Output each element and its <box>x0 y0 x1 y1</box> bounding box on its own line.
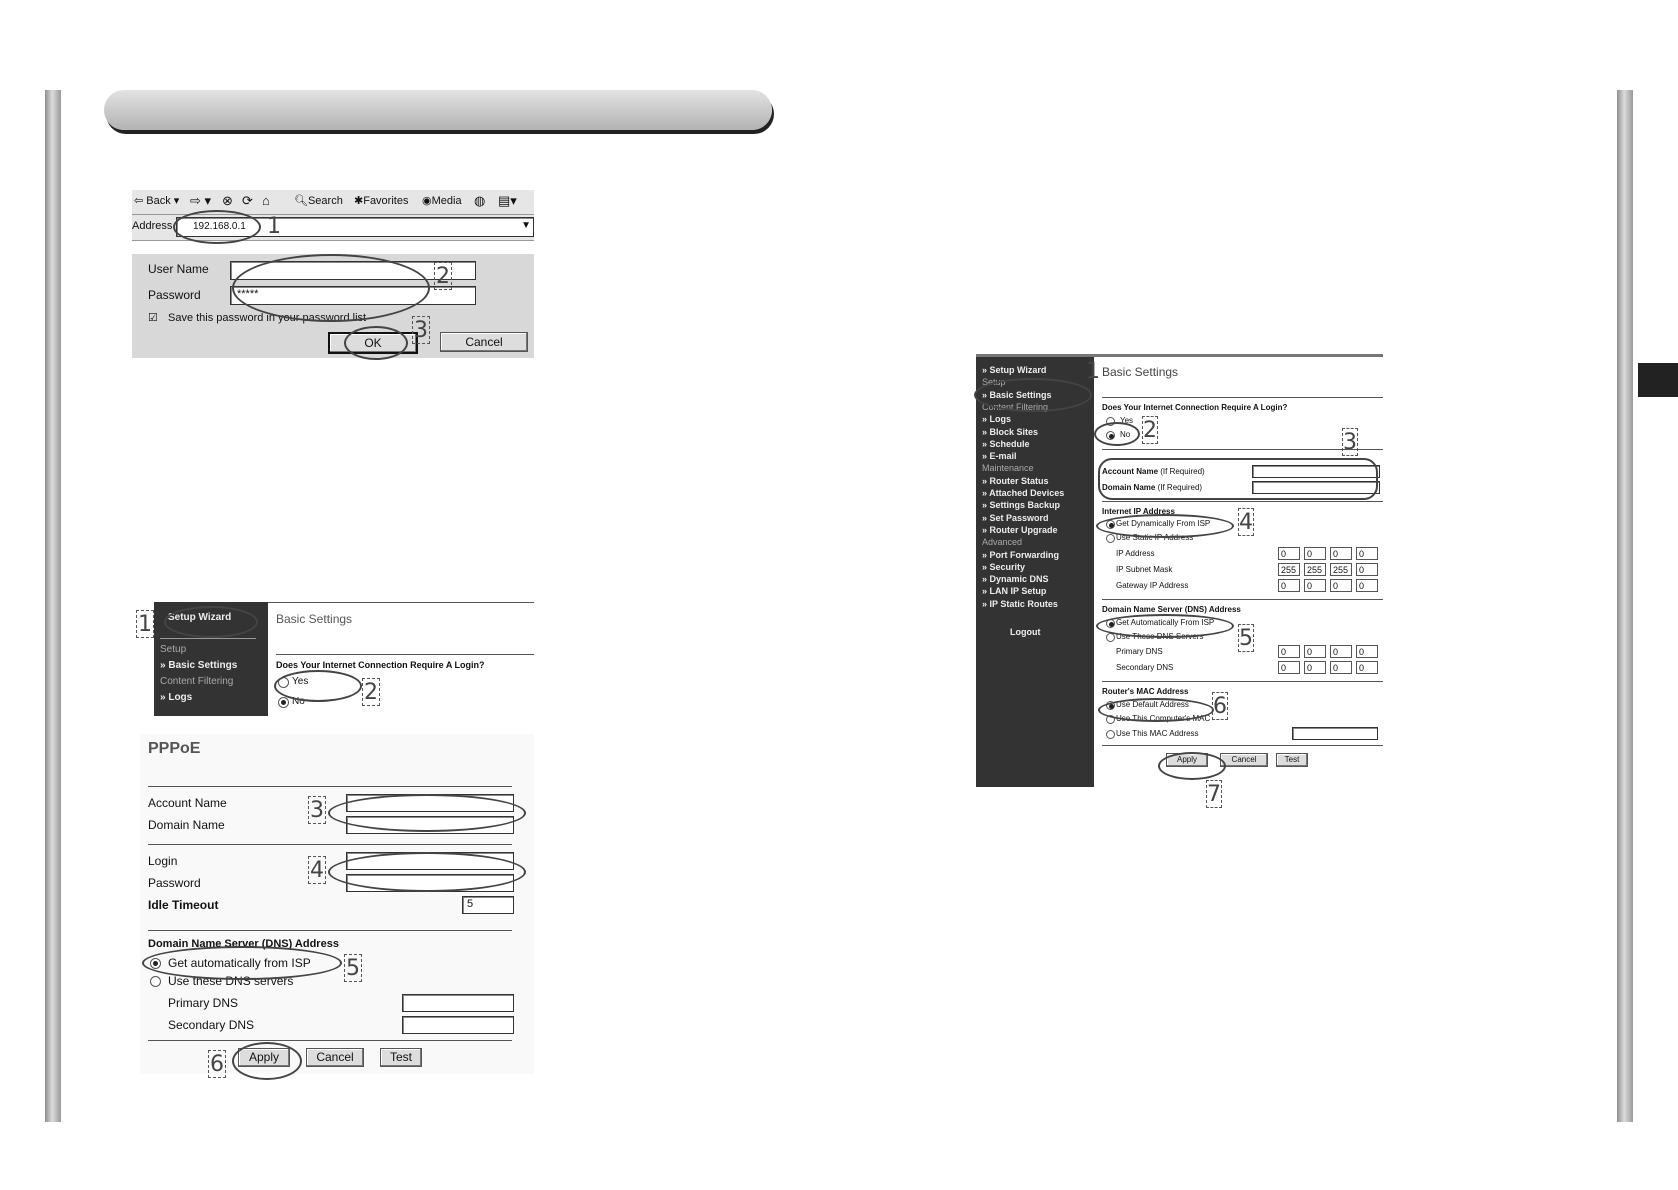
step-marker: 3 <box>1343 430 1357 455</box>
pppoe-cancel-button[interactable]: Cancel <box>306 1048 364 1067</box>
callout-circle-login <box>328 852 526 892</box>
ip-octet-field[interactable]: 0 <box>1330 661 1352 674</box>
mini-content-filtering: Content Filtering <box>160 676 234 687</box>
mini-sidebar-divider <box>160 638 256 639</box>
password-label: Password <box>148 288 201 302</box>
pppoe-primary-dns-field[interactable] <box>402 994 514 1012</box>
ip-octet-field[interactable]: 255 <box>1330 563 1352 576</box>
router-logout-link[interactable]: Logout <box>1010 627 1041 637</box>
router-menu-item[interactable]: » Router Upgrade <box>982 524 1058 535</box>
router-menu-item[interactable]: » Router Status <box>982 475 1049 486</box>
step-marker: 4 <box>1239 510 1253 535</box>
ip-octet-field[interactable]: 0 <box>1356 579 1378 592</box>
user-name-label: User Name <box>148 262 209 276</box>
router-use-default-label: Use Default Address <box>1116 700 1189 709</box>
callout-circle-router-apply <box>1158 752 1226 780</box>
router-use-static-radio[interactable] <box>1106 534 1115 543</box>
ip-octet-field[interactable]: 0 <box>1356 661 1378 674</box>
ip-octet-field[interactable]: 0 <box>1304 547 1326 560</box>
router-yes-label: Yes <box>1120 416 1134 425</box>
pppoe-divider <box>148 930 512 931</box>
ok-button[interactable]: OK <box>328 332 418 354</box>
step-marker: 1 <box>267 214 281 239</box>
pppoe-test-button[interactable]: Test <box>380 1048 422 1067</box>
callout-circle-no <box>1094 422 1140 446</box>
mini-logs[interactable]: » Logs <box>160 692 193 703</box>
step-marker: 3 <box>310 798 324 823</box>
router-menu-section: Setup <box>982 377 1006 388</box>
mini-setup-section: Setup <box>160 644 187 655</box>
pppoe-secondary-dns-field[interactable] <box>402 1016 514 1034</box>
router-ip-address-label: IP Address <box>1116 549 1155 558</box>
pppoe-primary-dns-label: Primary DNS <box>168 996 239 1010</box>
router-page-title: Basic Settings <box>1102 365 1179 379</box>
router-menu-item[interactable]: » Dynamic DNS <box>982 574 1049 585</box>
chapter-tab <box>1638 363 1678 397</box>
ip-octet-field[interactable]: 0 <box>1304 579 1326 592</box>
address-dropdown-icon[interactable]: ▼ <box>521 220 531 231</box>
router-menu-item[interactable]: » Security <box>982 561 1026 572</box>
router-menu-item[interactable]: » Settings Backup <box>982 500 1061 511</box>
pppoe-get-auto-label: Get automatically from ISP <box>168 956 311 970</box>
step-marker: 2 <box>1143 418 1157 443</box>
router-sidebar <box>976 357 1094 787</box>
ip-octet-field[interactable]: 0 <box>1330 645 1352 658</box>
router-use-dns-radio[interactable] <box>1106 633 1115 642</box>
router-screenshot <box>976 354 1383 787</box>
router-divider <box>1102 501 1383 502</box>
home-icon[interactable]: ⌂ <box>262 193 270 208</box>
mini-basic-settings[interactable]: » Basic Settings <box>160 660 238 671</box>
router-divider <box>1102 397 1383 398</box>
left-margin-bar <box>45 90 61 1122</box>
step-marker: 2 <box>364 680 378 705</box>
pppoe-use-dns-radio[interactable] <box>150 976 161 987</box>
router-mac-heading: Router's MAC Address <box>1102 687 1189 696</box>
router-get-dynamic-label: Get Dynamically From ISP <box>1116 519 1211 528</box>
media-button[interactable]: ◉Media <box>422 195 462 207</box>
router-menu-item[interactable]: » Schedule <box>982 438 1030 449</box>
router-primary-dns-label: Primary DNS <box>1116 647 1163 656</box>
router-menu-item[interactable]: » LAN IP Setup <box>982 586 1047 597</box>
router-use-computer-label: Use This Computer's MAC <box>1116 714 1211 723</box>
router-get-auto-label: Get Automatically From ISP <box>1116 618 1215 627</box>
ip-octet-field[interactable]: 0 <box>1278 579 1300 592</box>
mini-page-title: Basic Settings <box>276 612 353 626</box>
ip-octet-field[interactable]: 0 <box>1278 661 1300 674</box>
callout-circle-use-default <box>1098 698 1214 722</box>
router-test-button[interactable]: Test <box>1276 753 1308 767</box>
pppoe-screenshot <box>140 734 534 1074</box>
router-menu-item[interactable]: » Set Password <box>982 512 1049 523</box>
ip-octet-field[interactable]: 0 <box>1356 645 1378 658</box>
password-value: ***** <box>237 288 259 300</box>
step-marker: 1 <box>138 612 152 637</box>
callout-circle-credentials <box>232 254 430 322</box>
router-divider <box>1102 599 1383 600</box>
pppoe-divider <box>148 1040 512 1041</box>
ip-octet-field[interactable]: 0 <box>1330 547 1352 560</box>
pppoe-apply-button[interactable]: Apply <box>238 1048 290 1067</box>
router-use-dns-label: Use These DNS Servers <box>1116 632 1204 641</box>
router-menu-item[interactable]: » Port Forwarding <box>982 549 1060 560</box>
ip-octet-field[interactable]: 0 <box>1356 563 1378 576</box>
step-marker: 1 <box>1086 359 1100 384</box>
mini-no-label: No <box>292 696 305 707</box>
back-button[interactable]: ⇦ Back ▾ <box>134 195 180 207</box>
router-menu-section: Advanced <box>982 537 1023 548</box>
save-password-label: Save this password in your password list <box>168 312 367 324</box>
ip-octet-field[interactable]: 255 <box>1278 563 1300 576</box>
mini-top-line <box>268 602 534 603</box>
router-use-mac-radio[interactable] <box>1106 730 1115 739</box>
callout-circle-yes <box>274 670 362 702</box>
callout-circle-apply <box>232 1042 302 1080</box>
ip-octet-field[interactable]: 0 <box>1356 547 1378 560</box>
callout-circle-get-dynamic <box>1096 514 1234 538</box>
router-menu-item[interactable]: » Logs <box>982 414 1012 425</box>
callout-circle-account <box>328 794 526 832</box>
router-internet-ip-heading: Internet IP Address <box>1102 507 1175 516</box>
address-value: 192.168.0.1 <box>193 221 246 232</box>
pppoe-password-label: Password <box>148 876 201 890</box>
router-domain-label: Domain Name (If Required) <box>1102 483 1203 492</box>
pppoe-domain-label: Domain Name <box>148 818 225 832</box>
router-menu-section: Content Filtering <box>982 401 1049 412</box>
ip-octet-field[interactable]: 0 <box>1278 645 1300 658</box>
router-divider <box>1102 449 1383 450</box>
router-no-label: No <box>1120 430 1131 439</box>
router-menu-item[interactable]: » Setup Wizard <box>982 365 1047 375</box>
save-password-checkbox[interactable]: ☑ <box>148 312 158 324</box>
ip-octet-field[interactable]: 0 <box>1304 661 1326 674</box>
step-marker: 4 <box>310 858 324 883</box>
ip-octet-field[interactable]: 0 <box>1278 547 1300 560</box>
callout-circle-account-domain <box>1098 458 1378 500</box>
pppoe-login-label: Login <box>148 854 178 868</box>
pppoe-idle-value: 5 <box>467 898 474 910</box>
pppoe-use-dns-label: Use these DNS servers <box>168 974 294 988</box>
favorites-button[interactable]: ✱Favorites <box>354 195 409 207</box>
pppoe-dns-heading: Domain Name Server (DNS) Address <box>148 938 339 950</box>
callout-circle-ok <box>344 326 408 360</box>
pppoe-account-label: Account Name <box>148 796 227 810</box>
mini-login-question: Does Your Internet Connection Require A Login? <box>276 660 485 670</box>
callout-circle-setup <box>974 378 1092 412</box>
refresh-icon[interactable]: ⟳ <box>242 193 253 208</box>
router-cancel-button[interactable]: Cancel <box>1220 753 1268 767</box>
pppoe-idle-label: Idle Timeout <box>148 898 219 912</box>
search-button[interactable]: 🔍︎Search <box>294 195 343 207</box>
forward-icon[interactable]: ⇨ ▾ <box>190 193 212 208</box>
callout-circle-address <box>173 210 261 244</box>
step-marker: 5 <box>346 956 360 981</box>
callout-circle-dns-auto <box>142 946 342 980</box>
router-divider <box>1102 745 1383 746</box>
pppoe-divider <box>148 786 512 787</box>
right-margin-bar <box>1617 90 1633 1122</box>
router-mac-field[interactable] <box>1292 727 1378 740</box>
pppoe-title: PPPoE <box>148 740 201 757</box>
globe-icon[interactable]: ◍ <box>474 193 486 208</box>
stop-icon[interactable]: ⊗ <box>222 193 233 208</box>
pppoe-divider <box>148 844 512 845</box>
router-menu-item[interactable]: » Block Sites <box>982 426 1039 437</box>
router-gateway-label: Gateway IP Address <box>1116 581 1189 590</box>
mini-divider <box>276 654 534 655</box>
ip-octet-field[interactable]: 0 <box>1304 645 1326 658</box>
ip-octet-field[interactable]: 0 <box>1330 579 1352 592</box>
router-account-label: Account Name (If Required) <box>1102 467 1205 476</box>
step-marker: 3 <box>414 318 428 343</box>
router-dns-heading: Domain Name Server (DNS) Address <box>1102 605 1241 614</box>
router-login-question: Does Your Internet Connection Require A Login? <box>1102 403 1288 412</box>
pppoe-idle-field[interactable] <box>462 896 514 914</box>
router-divider <box>1102 681 1383 682</box>
step-marker: 7 <box>1207 782 1221 807</box>
pppoe-secondary-dns-label: Secondary DNS <box>168 1018 255 1032</box>
address-label: Address <box>132 220 173 232</box>
step-marker: 6 <box>1213 694 1227 719</box>
router-use-static-label: Use Static IP Address <box>1116 533 1194 542</box>
header-banner <box>104 90 772 130</box>
mini-yes-label: Yes <box>292 676 309 687</box>
router-secondary-dns-label: Secondary DNS <box>1116 663 1174 672</box>
router-apply-button[interactable]: Apply <box>1166 753 1208 767</box>
mini-no-radio[interactable] <box>278 697 289 708</box>
router-menu-item[interactable]: » Basic Settings <box>982 389 1052 400</box>
step-marker: 6 <box>210 1052 224 1077</box>
cancel-button[interactable]: Cancel <box>440 332 528 352</box>
callout-circle-setup-wizard <box>164 606 258 638</box>
mini-setup-wizard[interactable]: Setup Wizard <box>168 612 232 623</box>
ip-octet-field[interactable]: 255 <box>1304 563 1326 576</box>
router-menu-section: Maintenance <box>982 463 1034 474</box>
step-marker: 5 <box>1239 626 1253 651</box>
callout-circle-get-auto <box>1096 614 1234 638</box>
router-use-mac-label: Use This MAC Address <box>1116 729 1199 738</box>
router-menu-item[interactable]: » E-mail <box>982 451 1017 462</box>
router-menu-item[interactable]: » IP Static Routes <box>982 598 1058 609</box>
history-icon[interactable]: ▤▾ <box>498 193 517 208</box>
router-subnet-label: IP Subnet Mask <box>1116 565 1173 574</box>
router-menu-item[interactable]: » Attached Devices <box>982 488 1065 498</box>
step-marker: 2 <box>436 264 450 289</box>
